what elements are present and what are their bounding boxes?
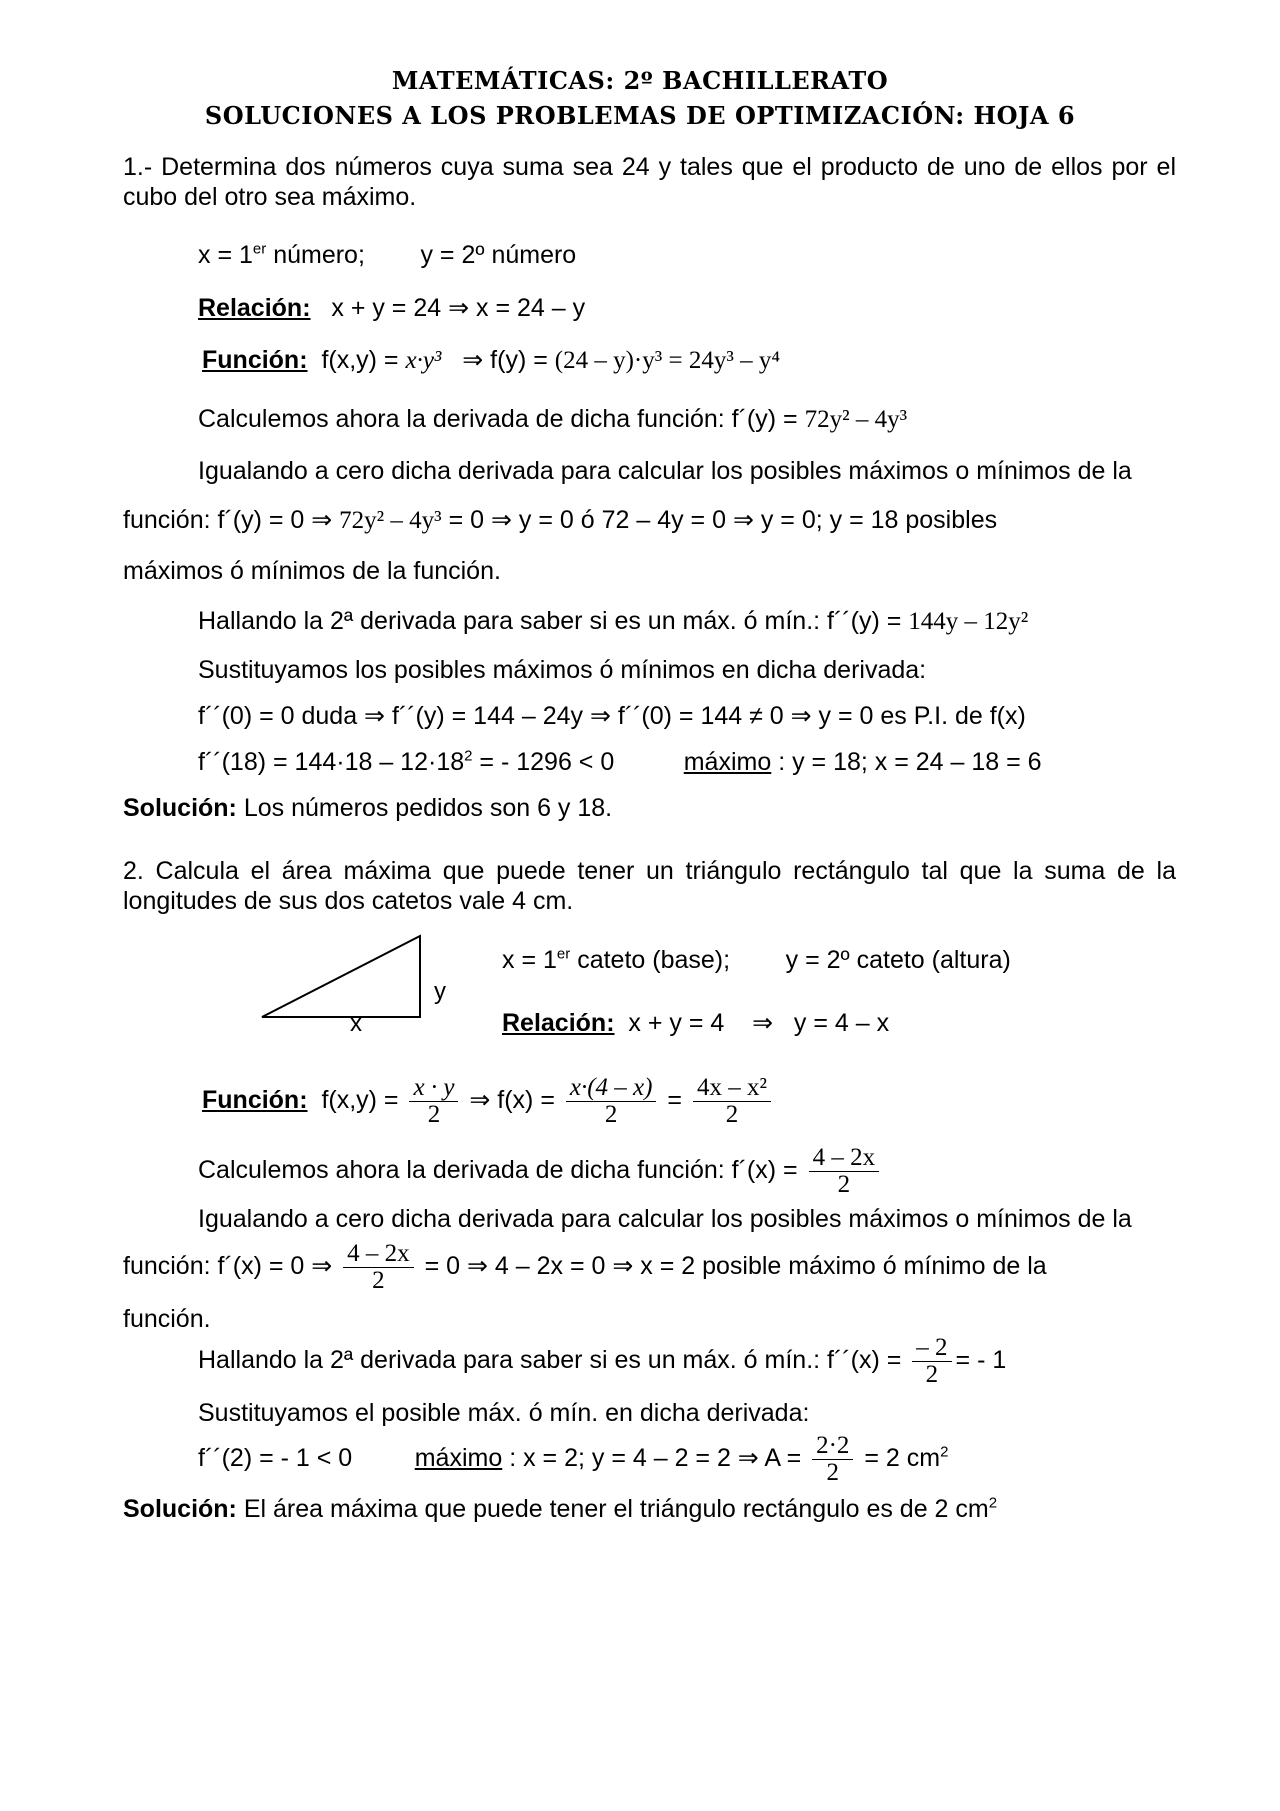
- p2-sustituyamos: Sustituyamos el posible máx. ó mín. en dicha derivada:: [198, 1399, 810, 1427]
- p2-igualando-text: Igualando a cero dicha derivada para calcular los posibles máximos o mínimos de la: [198, 1205, 1132, 1233]
- p1-maximo-label: máximo: [683, 748, 772, 776]
- p1-funcion-b: ⇒ f(y) =: [455, 346, 555, 374]
- p1-derivada2-expr: 144y – 12y²: [908, 608, 1029, 635]
- p1-derivada1-expr: 72y² – 4y³: [804, 406, 908, 433]
- p2-solucion: [123, 1494, 997, 1524]
- p2-frac-x4x: $\frac{x\cdot(4 - x)}{2}$: [566, 1075, 657, 1128]
- p1-solucion-text: Los números pedidos son 6 y 18.: [236, 794, 613, 822]
- p2-vars-b: cateto (base); y = 2º cateto (altura): [570, 946, 1011, 974]
- p2-derivada1: [198, 1140, 883, 1200]
- p1-eval1: f´´(0) = 0 duda ⇒ f´´(y) = 144 – 24y ⇒ f´´(0) = 144 ≠ 0 ⇒ y = 0 es P.I. de f(x): [198, 702, 1026, 730]
- p1-funcion: [202, 345, 780, 376]
- p2-vars-a: x = 1: [502, 946, 557, 974]
- p2-relacion-expr: x + y = 4 ⇒ y = 4 – x: [614, 1009, 890, 1037]
- p1-eval2-b: = - 1296 < 0: [472, 748, 615, 776]
- p1-relacion: [198, 293, 585, 323]
- p2-solucion-sq: 2: [988, 1494, 998, 1512]
- p1-derivada2-text: Hallando la 2ª derivada para saber si es un máx. ó mín.: f´´(y) =: [198, 607, 909, 635]
- p2-funcion-label: Función:: [202, 1086, 308, 1114]
- doc-title: MATEMÁTICAS: 2º BACHILLERATO: [391, 66, 889, 95]
- p2-eval-sq: 2: [940, 1443, 949, 1461]
- p1-igual-a: función: f´(y) = 0 ⇒: [123, 506, 340, 534]
- p2-eval-c: = 2 cm: [857, 1444, 941, 1472]
- p2-frac-4xx2: $\frac{\text{4x – x²}}{2}$: [693, 1075, 771, 1128]
- p1-relacion-label: Relación:: [198, 294, 311, 322]
- p2-frac-area: $\frac{2\cdot 2}{2}$: [812, 1433, 853, 1486]
- problem2-statement: 2. Calcula el área máxima que puede tener un triángulo rectángulo tal que la suma de la longitudes de sus dos catetos vale 4 cm.: [123, 857, 1176, 915]
- p1-eval2-sq: 2: [464, 747, 473, 765]
- p2-eval-a: f´´(2) = - 1 < 0: [198, 1444, 415, 1472]
- p1-eval2-c: : y = 18; x = 24 – 18 = 6: [771, 748, 1042, 776]
- p2-derivada2-text: Hallando la 2ª derivada para saber si es un máx. ó mín.: f´´(x) =: [198, 1346, 909, 1374]
- p2-igualando-end: función.: [123, 1305, 211, 1333]
- triangle-label-y: y: [434, 978, 446, 1005]
- p1-sustituyamos: Sustituyamos los posibles máximos ó mínimos en dicha derivada:: [198, 656, 927, 684]
- problem1-statement: 1.- Determina dos números cuya suma sea 24 y tales que el producto de uno de ellos por el cubo del otro sea máximo.: [123, 153, 1176, 211]
- p1-relacion-expr: x + y = 24 ⇒ x = 24 – y: [331, 294, 586, 322]
- p2-eval-b: : x = 2; y = 4 – 2 = 2 ⇒ A =: [502, 1444, 809, 1472]
- triangle-label-x: x: [350, 1010, 362, 1037]
- p2-deriv2-tail: = - 1: [955, 1346, 1007, 1374]
- p2-frac-deriv1: $\frac{4 - 2x}{2}$: [809, 1145, 880, 1198]
- p1-derivada2: [198, 606, 1028, 637]
- p2-eval: [198, 1428, 948, 1488]
- p2-relacion-label: Relación:: [502, 1009, 615, 1037]
- p2-funcion-b: ⇒ f(x) =: [462, 1086, 562, 1114]
- p1-funcion-xy3: x·y³: [405, 347, 442, 374]
- p1-funcion-a: f(x,y) =: [321, 346, 406, 374]
- triangle-shape: [262, 936, 420, 1017]
- p1-igualando-eq: [123, 505, 997, 536]
- p2-igualando-eq: [123, 1236, 1047, 1296]
- p2-frac-xy: $\frac{x \cdot y}{2}$: [409, 1075, 458, 1128]
- p1-funcion-fy: (24 – y)·y³ = 24y³ – y⁴: [554, 347, 781, 374]
- p1-igual-expr: 72y² – 4y³: [339, 507, 442, 534]
- p2-maximo-label: máximo: [414, 1444, 503, 1472]
- p2-relacion: [502, 1008, 889, 1038]
- p1-eval2-a: f´´(18) = 144·18 – 12·18: [198, 748, 465, 776]
- p2-derivada2: [198, 1330, 1006, 1390]
- p1-funcion-label: Función:: [202, 346, 308, 374]
- p1-igualando-end: máximos ó mínimos de la función.: [123, 557, 501, 585]
- p1-solucion: [123, 793, 612, 823]
- p2-frac-igual: $\frac{4 - 2x}{2}$: [343, 1241, 414, 1294]
- p2-funcion: Función: f(x,y) = $\frac{x \cdot y}{2}$ ⇒ f(x) = $\frac{x\cdot(4 - x)}{2}$ = $\frac{\text{4x – x²}}{2}$: [202, 1070, 775, 1130]
- p1-igual-b: = 0 ⇒ y = 0 ó 72 – 4y = 0 ⇒ y = 0; y = 18 posibles: [441, 506, 998, 534]
- p2-variables: [502, 945, 1011, 975]
- p2-vars-sup: er: [556, 945, 571, 963]
- p1-igualando-text: Igualando a cero dicha derivada para calcular los posibles máximos o mínimos de la: [198, 457, 1132, 485]
- p1-derivada1-text: Calculemos ahora la derivada de dicha función: f´(y) =: [198, 405, 805, 433]
- doc-subtitle: SOLUCIONES A LOS PROBLEMAS DE OPTIMIZACIÓN: HOJA 6: [204, 101, 1076, 130]
- p1-variables: x = 1er número; y = 2º número: [198, 240, 577, 269]
- p2-solucion-label: Solución:: [123, 1495, 237, 1523]
- p2-solucion-text: El área máxima que puede tener el triángulo rectángulo es de 2 cm: [236, 1495, 989, 1523]
- p1-eval2: [198, 747, 1042, 777]
- p2-igual-b: = 0 ⇒ 4 – 2x = 0 ⇒ x = 2 posible máximo ó mínimo de la: [417, 1252, 1047, 1280]
- p1-derivada1: [198, 404, 907, 435]
- p2-funcion-a: f(x,y) =: [321, 1086, 406, 1114]
- right-triangle-diagram: [258, 932, 428, 1022]
- p2-derivada1-text: Calculemos ahora la derivada de dicha función: f´(x) =: [198, 1156, 805, 1184]
- p2-frac-deriv2: $\frac{- 2}{2}$: [912, 1335, 951, 1388]
- p2-igual-a: función: f´(x) = 0 ⇒: [123, 1252, 340, 1280]
- p1-solucion-label: Solución:: [123, 794, 237, 822]
